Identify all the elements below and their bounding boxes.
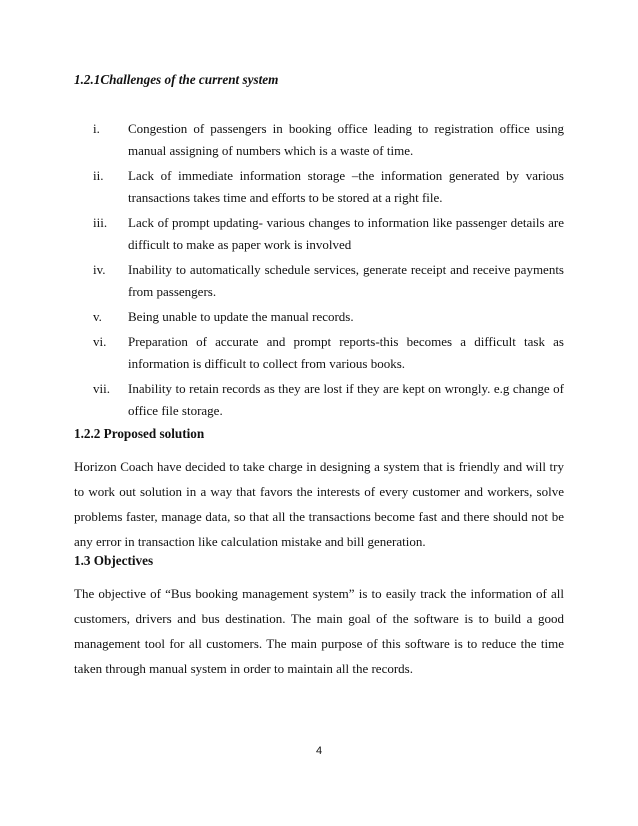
page-number: 4: [315, 745, 323, 757]
objectives-heading: 1.3 Objectives: [74, 553, 154, 568]
challenges-list: [74, 118, 564, 425]
list-item-text: Congestion of passengers in booking office leading to registration office using manual assigning of numbers which is a waste of time.: [128, 121, 564, 158]
list-item-number: ii.: [93, 168, 104, 183]
list-item-text: Lack of prompt updating- various changes to information like passenger details are difficult to make as paper work is involved: [128, 215, 564, 252]
list-item: [74, 378, 564, 422]
list-item: [74, 118, 564, 162]
list-item-number: v.: [93, 309, 102, 324]
list-item-number: vii.: [93, 381, 110, 396]
objectives-paragraph: The objective of “Bus booking management system” is to easily track the information of all customers, drivers and bus destination. The main goal of the software is to build a good management tool for all customers. The main purpose of this software is to reduce the time taken through manual system in order to maintain all the records.: [74, 586, 564, 676]
list-item: [74, 165, 564, 209]
challenges-heading: 1.2.1Challenges of the current system: [74, 72, 279, 87]
proposed-solution-paragraph: Horizon Coach have decided to take charge in designing a system that is friendly and will try to work out solution in a way that favors the interests of every customer and workers, solve problems faster, manage data, so that all the transactions become fast and there should not be any error in transaction like calculation mistake and bill generation.: [74, 459, 564, 549]
list-item-text: Inability to retain records as they are lost if they are kept on wrongly. e.g change of office file storage.: [128, 381, 564, 418]
list-item-text: Being unable to update the manual records.: [128, 309, 354, 324]
list-item-number: i.: [93, 121, 100, 136]
list-item-number: iii.: [93, 215, 108, 230]
list-item: [74, 331, 564, 375]
list-item-text: Inability to automatically schedule services, generate receipt and receive payments from passengers.: [128, 262, 564, 299]
list-item: [74, 212, 564, 256]
list-item-number: vi.: [93, 334, 107, 349]
list-item: [74, 306, 564, 328]
list-item-text: Preparation of accurate and prompt reports-this becomes a difficult task as information is difficult to collect from various books.: [128, 334, 564, 371]
list-item-text: Lack of immediate information storage –the information generated by various transactions takes time and efforts to be stored at a right file.: [128, 168, 564, 205]
proposed-solution-heading: 1.2.2 Proposed solution: [74, 426, 205, 441]
list-item-number: iv.: [93, 262, 106, 277]
list-item: [74, 259, 564, 303]
